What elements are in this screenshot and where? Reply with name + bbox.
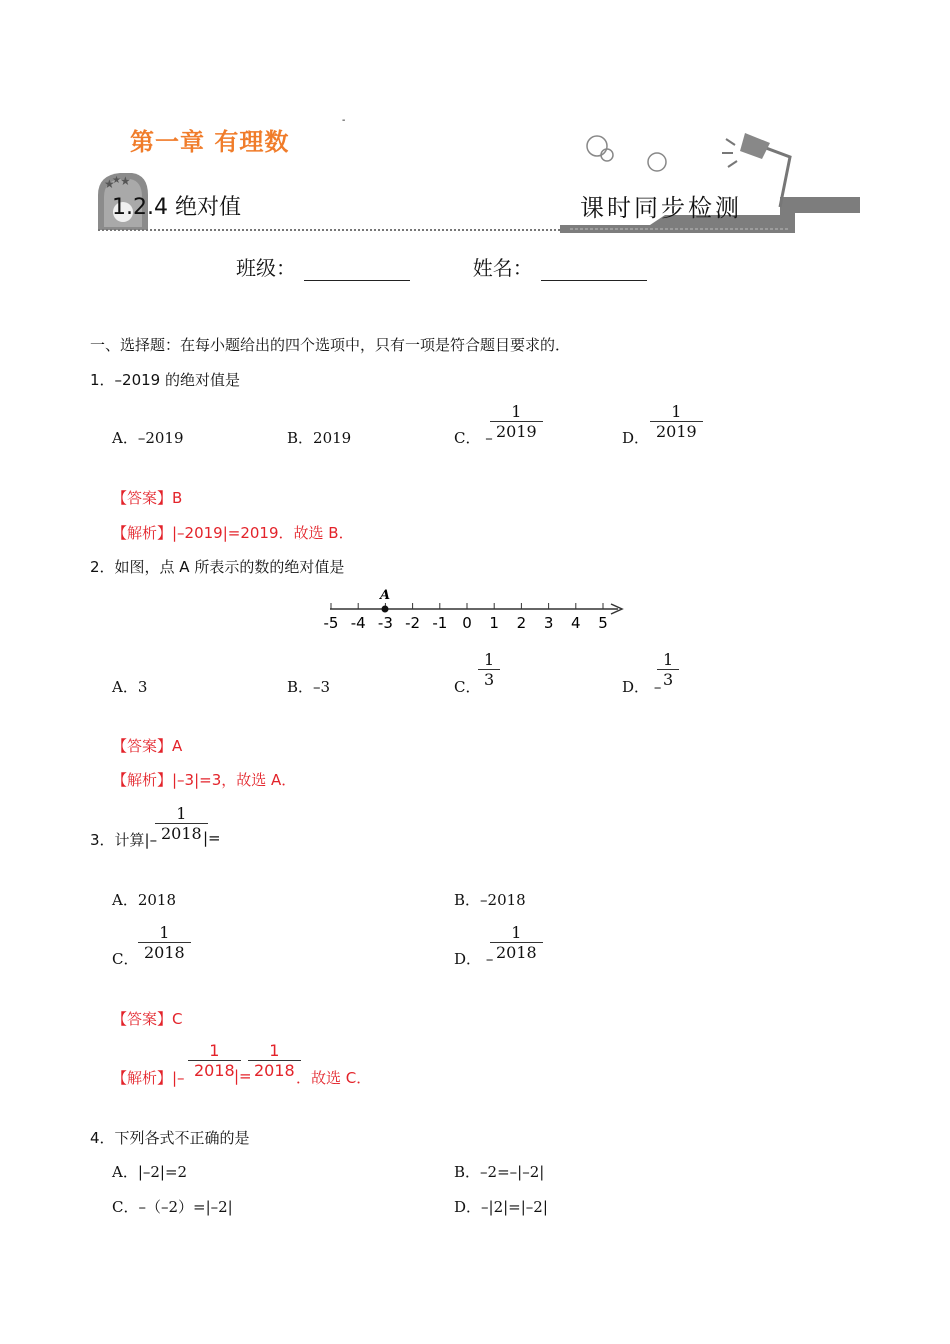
q4-stem: 4．下列各式不正确的是 [90,1129,250,1147]
q2-d-den: 3 [657,669,679,690]
q2-d-fraction [657,650,679,690]
name-label: 姓名： [472,256,533,280]
tick-label: 0 [462,614,472,632]
q4-option-a[interactable]: A．|–2|=2 [112,1163,188,1181]
q4-option-c[interactable]: C．–（–2）=|–2| [112,1198,233,1216]
q2-answer: 【答案】A [112,737,183,755]
class-label: 班级： [236,256,296,280]
q1-d-den: 2019 [650,421,703,442]
q3-an-den2: 2018 [248,1060,301,1081]
chapter-title: 第一章 有理数 [130,128,290,156]
tick-label: 3 [543,614,554,632]
q1-c-fraction [490,402,543,442]
q1-option-c[interactable] [454,427,493,448]
q3-answer: 【答案】C [112,1010,183,1028]
q3-stem-num: 1 [176,804,187,823]
q1-stem: 1．–2019 的绝对值是 [90,371,240,389]
q3-d-label: D． [454,950,482,968]
q3-c-num: 1 [159,923,170,942]
q2-d-num: 1 [663,650,674,669]
q3-analysis-pre: 【解析】|– [112,1069,185,1087]
q2-option-a[interactable]: A．3 [112,678,148,696]
q2-d-sign: – [653,678,662,696]
q3-d-num: 1 [511,923,522,942]
q3-an-num1: 1 [209,1041,220,1060]
q2-c-num: 1 [484,650,495,669]
q3-c-den: 2018 [138,942,191,963]
q3-option-d[interactable] [454,948,493,969]
q4-option-b[interactable]: B．–2=–|–2| [454,1163,545,1181]
q3-c-label: C． [112,950,139,968]
q3-analysis [112,1067,185,1088]
sync-title: 课时同步检测 [580,194,742,222]
q1-c-den: 2019 [490,421,543,442]
q4-option-d[interactable]: D．–|2|=|–2| [454,1198,548,1216]
q3-d-den: 2018 [490,942,543,963]
svg-text:★: ★ [120,174,131,188]
q3-c-fraction [138,923,191,963]
q3-d-sign: – [485,950,494,968]
tick-label: -4 [350,614,366,632]
point-a [382,606,389,613]
tick-label: 1 [489,614,499,632]
q3-d-fraction [490,923,543,963]
point-a-label: A [380,588,391,603]
lesson-title: 1.2.4 绝对值 [112,195,241,220]
q3-option-b[interactable]: B．–2018 [454,891,526,909]
q3-stem-pre: 3．计算| [90,831,150,849]
q2-option-d[interactable] [622,676,661,697]
q3-analysis-fraction-2 [248,1041,301,1081]
tick-label: -2 [405,614,421,632]
q2-c-label: C． [454,678,481,696]
class-blank[interactable] [304,262,410,281]
q1-option-a[interactable]: A．–2019 [112,429,184,447]
q1-option-b[interactable]: B．2019 [287,429,352,447]
q1-c-label: C． [454,429,481,447]
q1-option-d[interactable] [622,427,649,448]
q1-answer: 【答案】B [112,489,183,507]
q3-stem [90,829,157,850]
tick-label: -1 [432,614,448,632]
q2-option-c[interactable] [454,676,480,697]
tick-label: -3 [377,614,393,632]
q3-stem-post: |= [203,829,221,847]
q1-c-sign: – [485,429,493,447]
number-line [318,585,628,635]
q3-analysis-fraction-1 [188,1041,241,1081]
q3-stem-sign: – [149,831,158,849]
section-title: 一、选择题：在每小题给出的四个选项中，只有一项是符合题目要求的． [90,336,571,354]
q2-c-den: 3 [478,669,500,690]
tick-label: 5 [598,614,608,632]
q2-c-fraction [478,650,500,690]
class-name-line [236,252,647,281]
q1-analysis: 【解析】|–2019|=2019．故选 B． [112,524,354,542]
q3-option-a[interactable]: A．2018 [112,891,177,909]
q3-analysis-mid: |= [234,1067,252,1085]
q2-option-b[interactable]: B．–3 [287,678,331,696]
q1-c-num: 1 [511,402,522,421]
q3-analysis-post: ．故选 C． [296,1069,372,1087]
tick-label: 4 [571,614,581,632]
svg-text:★: ★ [104,177,115,191]
q2-analysis: 【解析】|–3|=3，故选 A． [112,771,297,789]
q3-option-c[interactable] [112,948,138,969]
q3-stem-fraction [155,804,208,844]
q1-d-label: D． [622,429,650,447]
svg-text:★: ★ [112,175,121,186]
q1-d-fraction [650,402,703,442]
tick-label: 2 [516,614,527,632]
q3-an-num2: 1 [269,1041,280,1060]
q3-an-den1: 2018 [188,1060,241,1081]
q1-d-num: 1 [671,402,682,421]
tick-label: -5 [323,614,339,632]
q2-d-label: D． [622,678,650,696]
name-blank[interactable] [541,262,647,281]
q3-stem-den: 2018 [155,823,208,844]
q2-stem: 2．如图，点 A 所表示的数的绝对值是 [90,558,345,576]
